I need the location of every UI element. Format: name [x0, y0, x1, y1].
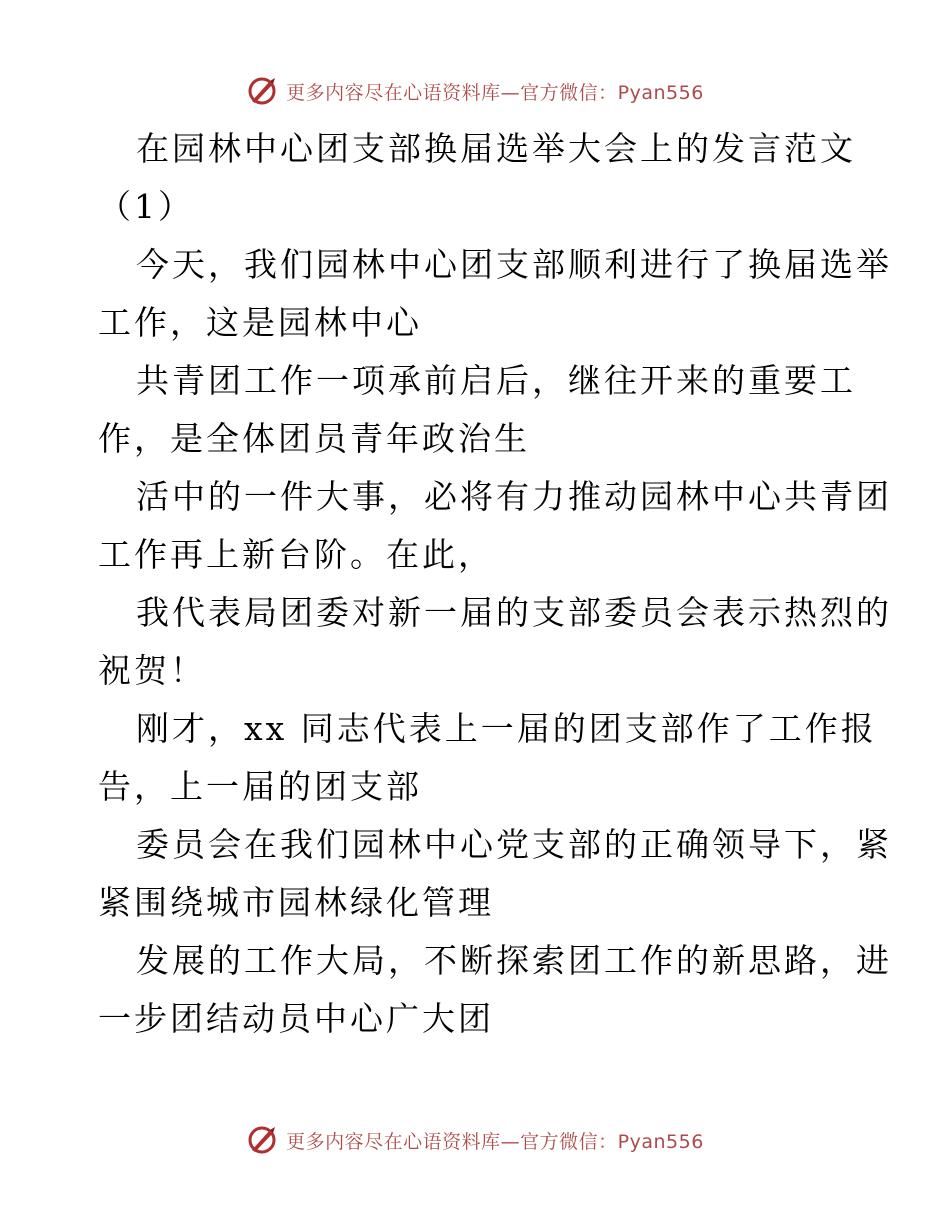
document-line: 工作再上新台阶。在此，: [98, 535, 494, 574]
footer-banner-text: 更多内容尽在心语资料库—官方微信：Pyan556: [286, 1130, 704, 1153]
document-body: [98, 120, 892, 1048]
document-line: 我代表局团委对新一届的支部委员会表示热烈的: [136, 593, 892, 632]
document-line: 共青团工作一项承前启后，继往开来的重要工: [136, 361, 856, 400]
document-line: 活中的一件大事，必将有力推动园林中心共青团: [136, 477, 892, 516]
document-line: 在园林中心团支部换届选举大会上的发言范文: [136, 129, 856, 168]
document-line: 作，是全体团员青年政治生: [98, 419, 530, 458]
document-line: 一步团结动员中心广大团: [98, 999, 494, 1038]
footer-banner: [0, 1120, 950, 1160]
document-line: 今天，我们园林中心团支部顺利进行了换届选举: [136, 245, 892, 284]
document-line: 发展的工作大局，不断探索团工作的新思路，进: [136, 941, 892, 980]
document-line: 紧围绕城市园林绿化管理: [98, 883, 494, 922]
quill-pen-logo-icon: [246, 75, 278, 107]
document-line: （1）: [98, 187, 194, 226]
document-line: 告，上一届的团支部: [98, 767, 422, 806]
header-banner-text: 更多内容尽在心语资料库—官方微信：Pyan556: [286, 81, 704, 104]
document-line: 委员会在我们园林中心党支部的正确领导下，紧: [136, 825, 892, 864]
quill-pen-logo-icon: [246, 1124, 278, 1156]
document-line: 工作，这是园林中心: [98, 303, 422, 342]
header-banner: [0, 71, 950, 111]
document-line: 祝贺！: [98, 651, 206, 690]
document-line: 刚才，xx 同志代表上一届的团支部作了工作报: [136, 709, 877, 748]
